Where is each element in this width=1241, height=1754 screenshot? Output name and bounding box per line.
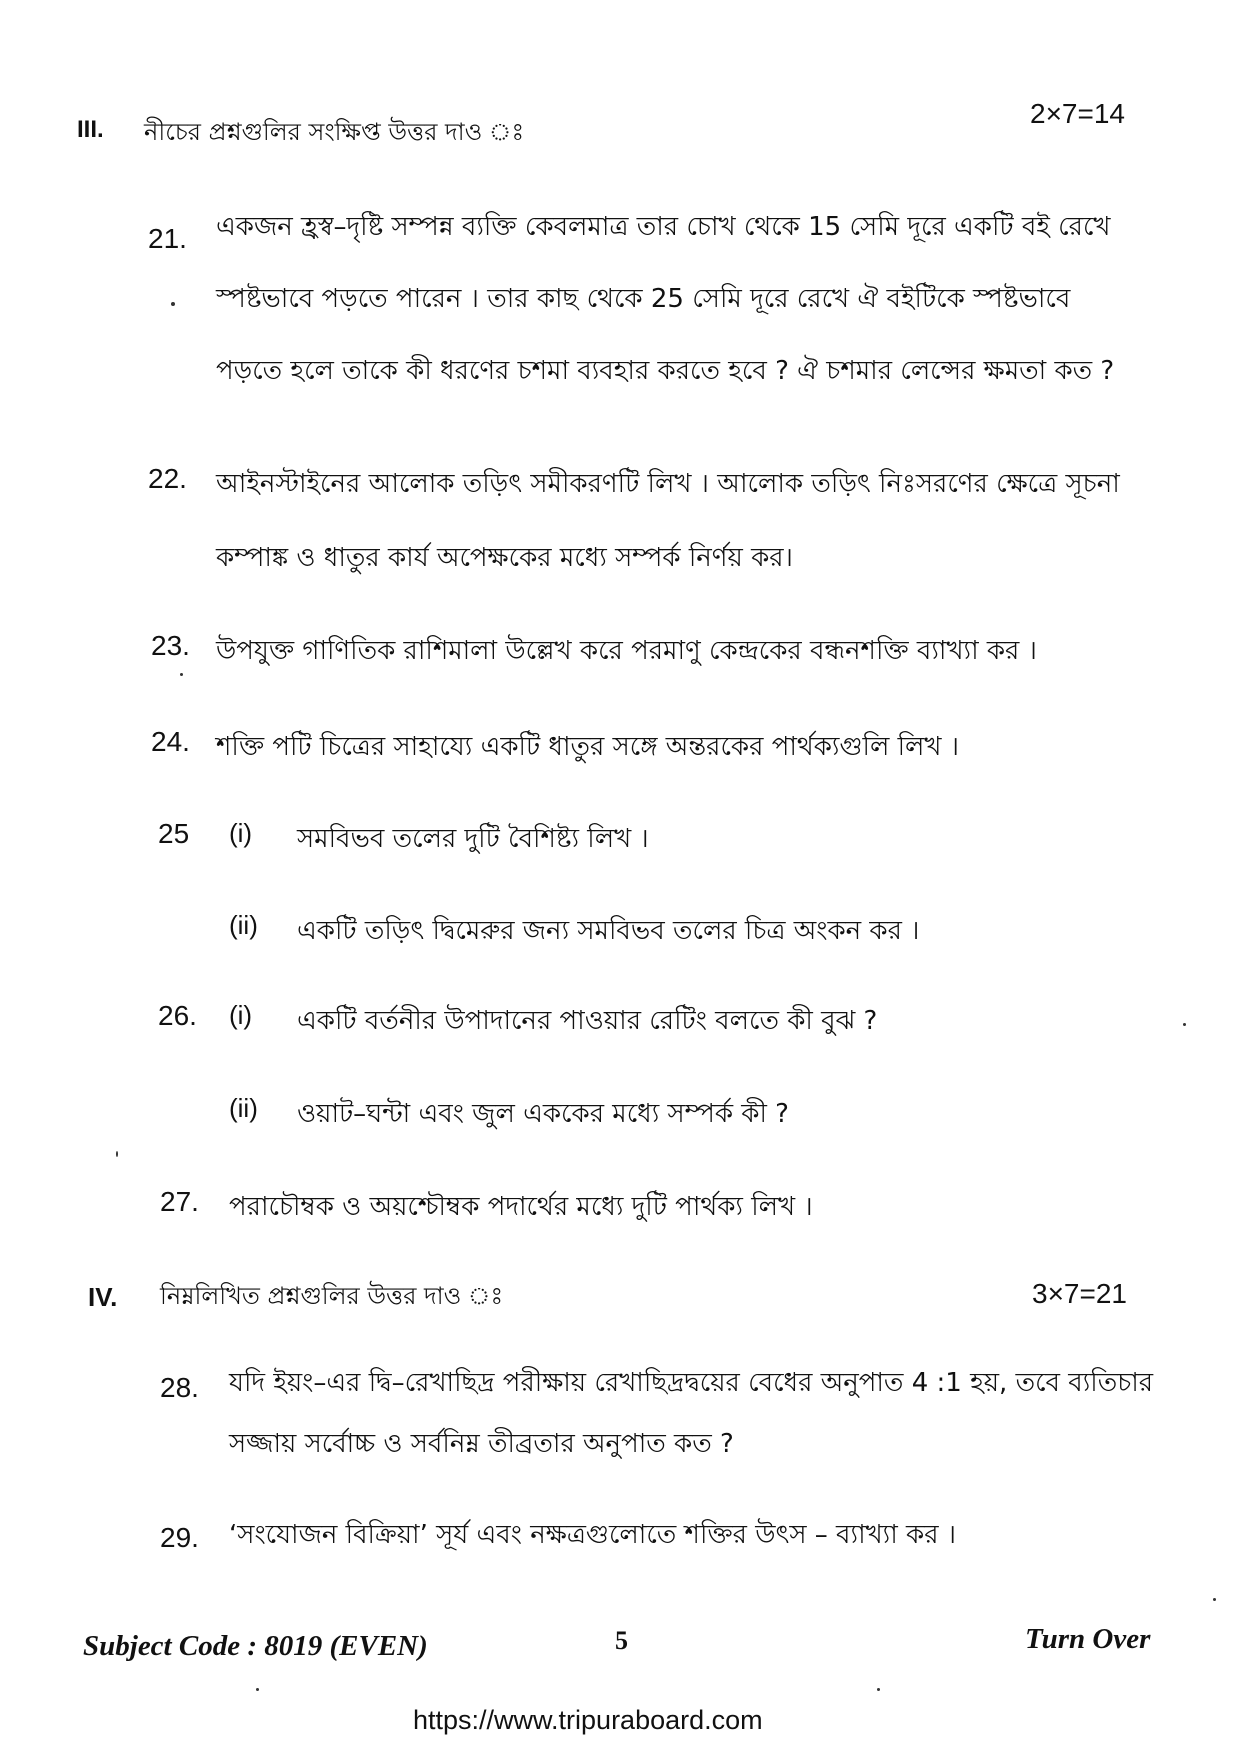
question-29-number: 29. [160,1522,199,1553]
question-27-text: পরাচৌম্বক ও অয়শ্চৌম্বক পদার্থের মধ্যে দুটি পার্থক্য লিখ । [229,1192,813,1222]
scan-speck [256,1688,259,1691]
question-24-text: শক্তি পটি চিত্রের সাহায্যে একটি ধাতুর সঙ্গে অন্তরকের পার্থক্যগুলি লিখ । [216,732,960,762]
question-25-part-1-label: (i) [229,818,253,848]
section-3-title: নীচের প্রশ্নগুলির সংক্ষিপ্ত উত্তর দাও ঃ [144,118,525,146]
question-26-part-2-text: ওয়াট–ঘন্টা এবং জুল এককের মধ্যে সম্পর্ক কী ? [297,1099,789,1129]
scan-speck [180,673,183,676]
question-25-part-2-label: (ii) [229,910,258,940]
scan-speck [1213,1598,1216,1601]
section-4-marks: 3×7=21 [1032,1278,1127,1309]
question-21-line-2: স্পষ্টভাবে পড়তে পারেন । তার কাছ থেকে 25 সেমি দূরে রেখে ঐ বইটিকে স্পষ্টভাবে [216,284,1071,314]
scan-speck [116,1151,118,1157]
question-25-part-2-text: একটি তড়িৎ দ্বিমেরুর জন্য সমবিভব তলের চিত্র অংকন কর । [297,916,920,946]
question-26-number: 26. [158,1000,197,1031]
section-4-number: IV. [88,1282,118,1312]
question-26-part-2-label: (ii) [229,1093,258,1123]
question-28-number: 28. [160,1372,199,1403]
scan-speck [1183,1023,1186,1026]
question-23-text: উপযুক্ত গাণিতিক রাশিমালা উল্লেখ করে পরমাণু কেন্দ্রকের বন্ধনশক্তি ব্যাখ্যা কর । [216,636,1037,666]
section-3-number: III. [77,116,104,143]
page-number: 5 [615,1626,628,1655]
source-url: https://www.tripuraboard.com [413,1705,763,1735]
question-29-text: ‘সংযোজন বিক্রিয়া’ সূর্য এবং নক্ষত্রগুলোতে শক্তির উৎস – ব্যাখ্যা কর । [229,1520,957,1550]
question-26-part-1-text: একটি বর্তনীর উপাদানের পাওয়ার রেটিং বলতে কী বুঝ ? [297,1006,878,1036]
question-28-line-1: যদি ইয়ং–এর দ্বি–রেখাছিদ্র পরীক্ষায় রেখাছিদ্রদ্বয়ের বেধের অনুপাত 4 :1 হয়, তবে ব্যতিচার [229,1368,1154,1398]
question-21-line-3: পড়তে হলে তাকে কী ধরণের চশমা ব্যবহার করতে হবে ? ঐ চশমার লেন্সের ক্ষমতা কত ? [216,356,1115,386]
question-22-line-1: আইনস্টাইনের আলোক তড়িৎ সমীকরণটি লিখ । আলোক তড়িৎ নিঃসরণের ক্ষেত্রে সূচনা [216,469,1120,499]
question-21-line-1: একজন হ্রস্ব–দৃষ্টি সম্পন্ন ব্যক্তি কেবলমাত্র তার চোখ থেকে 15 সেমি দূরে একটি বই রেখে [216,212,1111,242]
section-4-title: নিম্নলিখিত প্রশ্নগুলির উত্তর দাও ঃ [160,1282,504,1310]
question-25-number: 25 [158,818,190,849]
section-3-marks: 2×7=14 [1030,98,1125,129]
question-23-number: 23. [151,630,190,661]
subject-code: Subject Code : 8019 (EVEN) [83,1630,428,1662]
question-22-number: 22. [148,463,187,494]
question-26-part-1-label: (i) [229,1000,253,1030]
question-25-part-1-text: সমবিভব তলের দুটি বৈশিষ্ট্য লিখ । [297,824,649,854]
question-27-number: 27. [160,1186,199,1217]
question-22-line-2: কম্পাঙ্ক ও ধাতুর কার্য অপেক্ষকের মধ্যে সম্পর্ক নির্ণয় কর। [216,543,793,573]
question-24-number: 24. [151,726,190,757]
question-28-line-2: সজ্জায় সর্বোচ্চ ও সর্বনিম্ন তীব্রতার অনুপাত কত ? [229,1429,734,1459]
turn-over: Turn Over [1025,1623,1151,1655]
question-21-number: 21. [148,223,187,254]
scan-speck [877,1688,880,1691]
scan-speck [171,302,175,306]
